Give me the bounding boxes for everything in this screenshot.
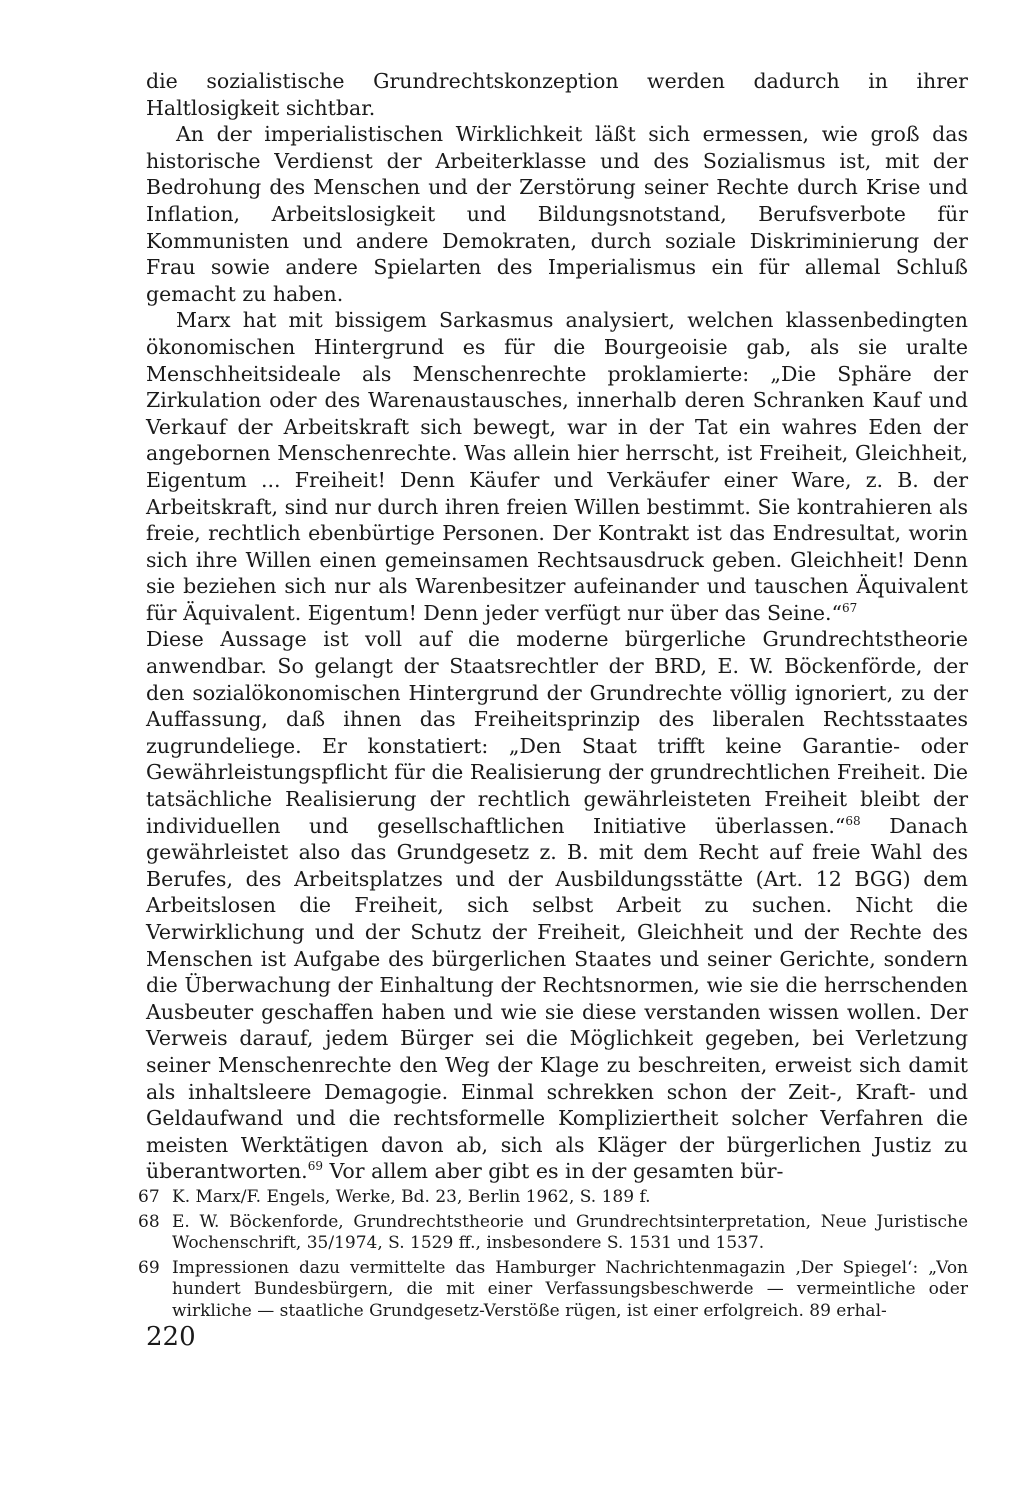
paragraph-text: die sozialistische Grundrechtskonzeption werden dadurch in ihrer Haltlosigkeit sichtbar.: [146, 69, 968, 120]
footnote-67: [138, 1187, 968, 1209]
page-content: [146, 68, 968, 1185]
paragraph-1: [146, 68, 968, 121]
paragraph-text-end: Vor allem aber gibt es in der gesamten bür-: [322, 1159, 784, 1184]
footnote-text: E. W. Böckenforde, Grundrechtstheorie und Grundrechtsinterpretation, Neue Juristische Wochenschrift, 35/1974, S. 1529 ff., insbesondere S. 1531 und 1537.: [172, 1211, 968, 1253]
footnotes: [138, 1187, 968, 1325]
paragraph-text: Diese Aussage ist voll auf die moderne bürgerliche Grundrechtstheorie anwendbar. So gelangt der Staatsrechtler der BRD, E. W. Böckenförde, der den sozialökonomischen Hintergrund der Grundrechte völlig ignoriert, zu der Auffassung, daß ihnen das Freiheitsprinzip des liberalen Rechtsstaates zugrundeliege. Er konstatiert: „Den Staat trifft keine Garantie- oder Gewährleistungspflicht für die Realisierung der grundrechtlichen Freiheit. Die tatsächliche Realisierung der rechtlich gewährleisteten Freiheit bleibt der individuellen und gesellschaftlichen Initiative überlassen.“: [146, 627, 968, 838]
footnote-ref-69[interactable]: 69: [307, 1159, 323, 1174]
footnote-text: Impressionen dazu vermittelte das Hamburger Nachrichtenmagazin ‚Der Spiegel‘: „Von hundert Bundesbürgern, die mit einer Verfassungsbeschwerde — vermeintliche oder wirkliche — staatliche Grundgesetz-Verstöße rügen, ist einer erfolgreich. 89 erhal-: [172, 1257, 968, 1321]
paragraph-text: An der imperialistischen Wirklichkeit läßt sich ermessen, wie groß das historische Verdienst der Arbeiterklasse und des Sozialismus ist, mit der Bedrohung des Menschen und der Zerstörung seiner Rechte durch Krise und Inflation, Arbeitslosigkeit und Bildungsnotstand, Berufsverbote für Kommunisten und andere Demokraten, durch soziale Diskriminierung der Frau sowie andere Spielarten des Imperialismus ein für allemal Schluß gemacht zu haben.: [146, 122, 968, 306]
footnote-number: 67: [138, 1187, 160, 1207]
paragraph-2: [146, 121, 968, 307]
footnote-text: K. Marx/F. Engels, Werke, Bd. 23, Berlin 1962, S. 189 f.: [172, 1187, 651, 1207]
footnote-number: 69: [138, 1257, 160, 1278]
paragraph-text-continued: Danach gewährleistet also das Grundgesetz z. B. mit dem Recht auf freie Wahl des Berufes, des Arbeitsplatzes und der Ausbildungsstätte (Art. 12 BGG) dem Arbeitslosen die Freiheit, sich selbst Arbeit zu suchen. Nicht die Verwirklichung und der Schutz der Freiheit, Gleichheit und der Rechte des Menschen ist Aufgabe des bürgerlichen Staates und seiner Gerichte, sondern die Überwachung der Einhaltung der Rechtsnormen, wie sie die herrschenden Ausbeuter geschaffen haben und wie sie diese verstanden wissen wollen. Der Verweis darauf, jedem Bürger sei die Möglichkeit gegeben, bei Verletzung seiner Menschenrechte den Weg der Klage zu beschreiten, erweist sich damit als inhaltsleere Demagogie. Einmal schrekken schon der Zeit-, Kraft- und Geldaufwand und die rechtsformelle Kompliziertheit solcher Verfahren die meisten Werktätigen davon ab, sich als Kläger der bürgerlichen Justiz zu überantworten.: [146, 813, 968, 1184]
footnote-ref-68[interactable]: 68: [845, 813, 861, 828]
page-number: 220: [146, 1322, 196, 1352]
footnote-ref-67[interactable]: 67: [842, 600, 858, 615]
footnote-69: [138, 1257, 968, 1323]
main-text: [146, 68, 968, 1185]
paragraph-3: [146, 307, 968, 626]
footnote-number: 68: [138, 1211, 160, 1232]
footnote-68: [138, 1211, 968, 1255]
paragraph-4: [146, 626, 968, 1184]
paragraph-text: Marx hat mit bissigem Sarkasmus analysiert, welchen klassenbedingten ökonomischen Hintergrund es für die Bourgeoisie gab, als sie uralte Menschheitsideale als Menschenrechte proklamierte: „Die Sphäre der Zirkulation oder des Warenaustausches, innerhalb deren Schranken Kauf und Verkauf der Arbeitskraft sich bewegt, war in der Tat ein wahres Eden der angebornen Menschenrechte. Was allein hier herrscht, ist Freiheit, Gleichheit, Eigentum ... Freiheit! Denn Käufer und Verkäufer einer Ware, z. B. der Arbeitskraft, sind nur durch ihren freien Willen bestimmt. Sie kontrahieren als freie, rechtlich ebenbürtige Personen. Der Kontrakt ist das Endresultat, worin sich ihre Willen einen gemeinsamen Rechtsausdruck geben. Gleichheit! Denn sie beziehen sich nur als Warenbesitzer aufeinander und tauschen Äquivalent für Äquivalent. Eigentum! Denn jeder verfügt nur über das Seine.“: [146, 308, 968, 625]
